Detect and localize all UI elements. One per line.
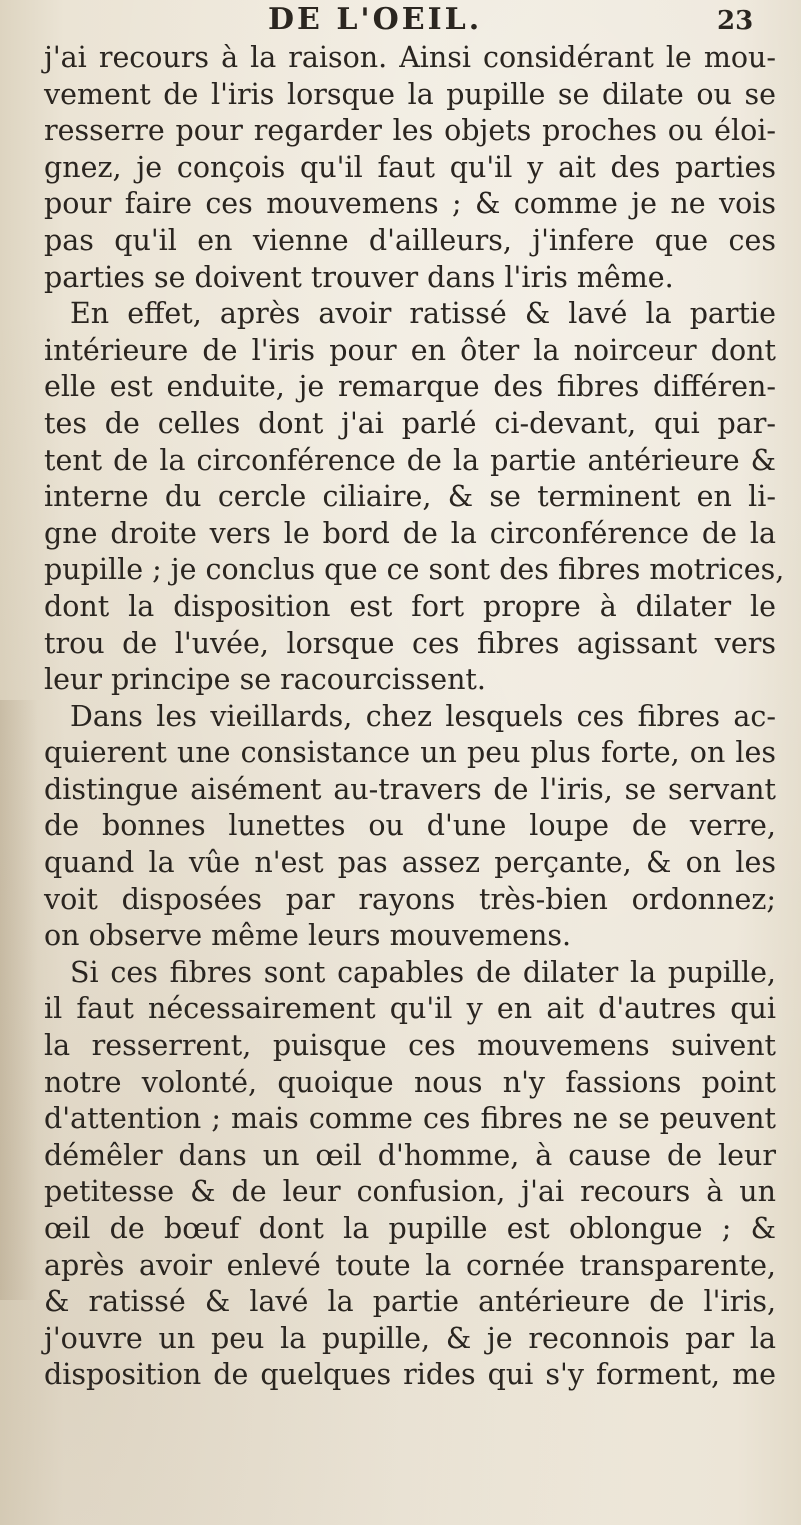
text-line: démêler dans un œil d'homme, à cause de leur: [44, 1138, 776, 1172]
text-line: leur principe se racourcissent.: [44, 663, 486, 697]
text-line: Si ces fibres sont capables de dilater la pupille,: [70, 955, 776, 989]
text-line: gnez, je conçois qu'il faut qu'il y ait des parties: [44, 150, 776, 184]
text-line: disposition de quelques rides qui s'y forment, me: [44, 1358, 776, 1392]
text-line: tent de la circonférence de la partie antérieure &: [44, 443, 776, 477]
paragraph: [44, 699, 776, 955]
text-line: après avoir enlevé toute la cornée transparente,: [44, 1248, 776, 1282]
body-text: [44, 40, 785, 1394]
text-line: & ratissé & lavé la partie antérieure de l'iris,: [44, 1285, 776, 1319]
text-line: de bonnes lunettes ou d'une loupe de verre,: [44, 809, 776, 843]
paragraph: [44, 296, 785, 699]
text-line: intérieure de l'iris pour en ôter la noirceur dont: [44, 333, 776, 367]
paper-stain: [0, 700, 38, 1300]
text-line: œil de bœuf dont la pupille est oblongue ; &: [44, 1212, 776, 1245]
page-number: 23: [717, 6, 754, 36]
text-line: parties se doivent trouver dans l'iris même.: [44, 260, 674, 294]
text-line: j'ai recours à la raison. Ainsi considérant le mou-: [44, 41, 776, 74]
text-line: Dans les vieillards, chez lesquels ces fibres ac-: [70, 699, 776, 733]
text-line: gne droite vers le bord de la circonférence de la: [44, 516, 776, 550]
text-line: j'ouvre un peu la pupille, & je reconnois par la: [44, 1321, 776, 1355]
text-line: voit disposées par rayons très-bien ordonnez;: [44, 882, 776, 916]
text-line: d'attention ; mais comme ces fibres ne se peuvent: [44, 1102, 776, 1136]
text-line: quierent une consistance un peu plus forte, on les: [44, 736, 776, 770]
text-line: la resserrent, puisque ces mouvemens suivent: [44, 1029, 776, 1063]
text-line: vement de l'iris lorsque la pupille se dilate ou se: [44, 77, 776, 111]
text-line: pas qu'il en vienne d'ailleurs, j'infere que ces: [44, 223, 776, 257]
text-line: il faut nécessairement qu'il y en ait d'autres qui: [44, 992, 776, 1026]
text-line: resserre pour regarder les objets proches ou éloi-: [44, 114, 776, 148]
text-line: petitesse & de leur confusion, j'ai recours à un: [44, 1175, 776, 1209]
text-line: interne du cercle ciliaire, & se terminent en li-: [44, 480, 776, 514]
text-line: on observe même leurs mouvemens.: [44, 919, 572, 953]
paragraph: [44, 40, 776, 296]
page-header: [0, 2, 801, 42]
text-line: dont la disposition est fort propre à dilater le: [44, 589, 776, 623]
text-line: pupille ; je conclus que ce sont des fibres motrices,: [44, 553, 785, 587]
text-line: tes de celles dont j'ai parlé ci-devant, qui par-: [44, 406, 776, 440]
text-line: trou de l'uvée, lorsque ces fibres agissant vers: [44, 626, 776, 660]
text-line: distingue aisément au-travers de l'iris, se servant: [44, 772, 776, 806]
text-line: notre volonté, quoique nous n'y fassions point: [44, 1065, 776, 1099]
text-line: elle est enduite, je remarque des fibres différen-: [44, 370, 776, 404]
text-line: quand la vûe n'est pas assez perçante, & on les: [44, 846, 776, 880]
paragraph: [44, 955, 776, 1394]
text-line: pour faire ces mouvemens ; & comme je ne vois: [44, 187, 776, 221]
running-title: DE L'OEIL.: [268, 2, 483, 37]
text-line: En effet, après avoir ratissé & lavé la partie: [70, 297, 776, 331]
